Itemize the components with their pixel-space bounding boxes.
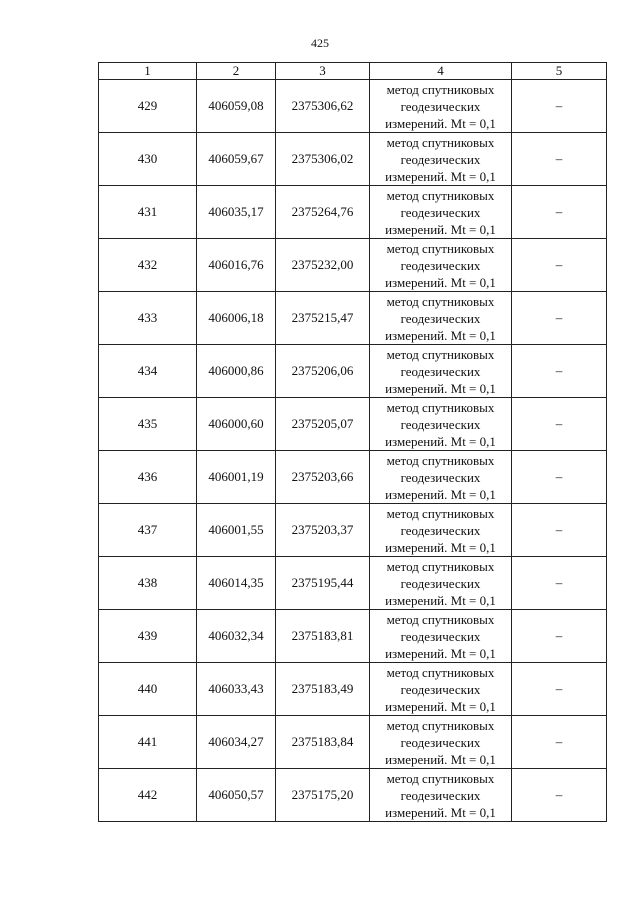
table-row	[99, 398, 607, 451]
method-cell	[370, 292, 512, 345]
method-line: метод спутниковых	[386, 81, 495, 97]
column-5-value: –	[512, 80, 607, 133]
method-line: геодезических	[400, 787, 481, 803]
table-row	[99, 610, 607, 663]
method-line: геодезических	[400, 681, 481, 697]
method-cell	[370, 186, 512, 239]
table-row	[99, 663, 607, 716]
point-number: 438	[99, 557, 197, 610]
coordinate-x: 406059,67	[197, 133, 276, 186]
point-number: 430	[99, 133, 197, 186]
coordinate-x: 406016,76	[197, 239, 276, 292]
table-row	[99, 292, 607, 345]
method-line: метод спутниковых	[386, 611, 495, 627]
method-line: измерений. Mt = 0,1	[385, 645, 496, 661]
coordinate-x: 406000,86	[197, 345, 276, 398]
coordinate-y: 2375195,44	[276, 557, 370, 610]
method-line: измерений. Mt = 0,1	[385, 751, 496, 767]
point-number: 431	[99, 186, 197, 239]
table-header-row	[99, 63, 607, 80]
column-5-value: –	[512, 557, 607, 610]
coordinate-y: 2375264,76	[276, 186, 370, 239]
coordinate-y: 2375215,47	[276, 292, 370, 345]
method-line: измерений. Mt = 0,1	[385, 115, 496, 131]
method-cell	[370, 398, 512, 451]
method-line: измерений. Mt = 0,1	[385, 804, 496, 820]
method-line: геодезических	[400, 204, 481, 220]
coordinate-y: 2375232,00	[276, 239, 370, 292]
coordinate-y: 2375203,37	[276, 504, 370, 557]
table-row	[99, 186, 607, 239]
method-line: метод спутниковых	[386, 134, 495, 150]
method-cell	[370, 345, 512, 398]
table-row	[99, 345, 607, 398]
coordinate-x: 406059,08	[197, 80, 276, 133]
column-5-value: –	[512, 345, 607, 398]
column-5-value: –	[512, 239, 607, 292]
coordinate-x: 406034,27	[197, 716, 276, 769]
page-number: 425	[311, 36, 329, 50]
method-cell	[370, 451, 512, 504]
coordinate-x: 406032,34	[197, 610, 276, 663]
method-cell	[370, 504, 512, 557]
column-5-value: –	[512, 504, 607, 557]
method-line: метод спутниковых	[386, 399, 495, 415]
column-header: 1	[99, 63, 197, 80]
point-number: 440	[99, 663, 197, 716]
point-number: 433	[99, 292, 197, 345]
method-cell	[370, 663, 512, 716]
coordinate-x: 406000,60	[197, 398, 276, 451]
method-line: геодезических	[400, 628, 481, 644]
method-line: измерений. Mt = 0,1	[385, 168, 496, 184]
column-5-value: –	[512, 133, 607, 186]
column-5-value: –	[512, 186, 607, 239]
method-line: геодезических	[400, 522, 481, 538]
method-line: измерений. Mt = 0,1	[385, 486, 496, 502]
method-line: метод спутниковых	[386, 505, 495, 521]
method-line: измерений. Mt = 0,1	[385, 274, 496, 290]
coordinate-y: 2375175,20	[276, 769, 370, 822]
method-cell	[370, 769, 512, 822]
point-number: 432	[99, 239, 197, 292]
method-cell	[370, 716, 512, 769]
column-5-value: –	[512, 769, 607, 822]
method-cell	[370, 557, 512, 610]
method-line: геодезических	[400, 416, 481, 432]
coordinate-x: 406033,43	[197, 663, 276, 716]
point-number: 436	[99, 451, 197, 504]
column-5-value: –	[512, 716, 607, 769]
column-5-value: –	[512, 610, 607, 663]
table-row	[99, 451, 607, 504]
table-row	[99, 716, 607, 769]
method-line: метод спутниковых	[386, 717, 495, 733]
point-number: 435	[99, 398, 197, 451]
point-number: 442	[99, 769, 197, 822]
column-header: 5	[512, 63, 607, 80]
method-line: метод спутниковых	[386, 452, 495, 468]
method-line: метод спутниковых	[386, 346, 495, 362]
method-cell	[370, 610, 512, 663]
table-row	[99, 557, 607, 610]
method-line: измерений. Mt = 0,1	[385, 221, 496, 237]
table-row	[99, 769, 607, 822]
coordinate-y: 2375183,81	[276, 610, 370, 663]
table-row	[99, 133, 607, 186]
coordinate-y: 2375183,49	[276, 663, 370, 716]
column-5-value: –	[512, 398, 607, 451]
coordinate-x: 406035,17	[197, 186, 276, 239]
method-line: геодезических	[400, 734, 481, 750]
coordinate-x: 406001,55	[197, 504, 276, 557]
method-line: метод спутниковых	[386, 293, 495, 309]
coordinate-x: 406050,57	[197, 769, 276, 822]
point-number: 434	[99, 345, 197, 398]
method-line: геодезических	[400, 575, 481, 591]
point-number: 429	[99, 80, 197, 133]
method-line: измерений. Mt = 0,1	[385, 433, 496, 449]
coordinate-y: 2375183,84	[276, 716, 370, 769]
column-5-value: –	[512, 663, 607, 716]
coordinate-x: 406001,19	[197, 451, 276, 504]
method-line: измерений. Mt = 0,1	[385, 539, 496, 555]
column-5-value: –	[512, 292, 607, 345]
method-line: геодезических	[400, 151, 481, 167]
method-line: измерений. Mt = 0,1	[385, 592, 496, 608]
column-header: 3	[276, 63, 370, 80]
method-line: метод спутниковых	[386, 187, 495, 203]
coordinate-y: 2375206,06	[276, 345, 370, 398]
method-cell	[370, 80, 512, 133]
table-row	[99, 239, 607, 292]
method-line: геодезических	[400, 363, 481, 379]
method-line: измерений. Mt = 0,1	[385, 327, 496, 343]
method-line: геодезических	[400, 310, 481, 326]
method-line: геодезических	[400, 98, 481, 114]
coordinate-x: 406014,35	[197, 557, 276, 610]
method-line: измерений. Mt = 0,1	[385, 698, 496, 714]
point-number: 437	[99, 504, 197, 557]
coordinate-y: 2375203,66	[276, 451, 370, 504]
method-line: метод спутниковых	[386, 240, 495, 256]
column-header: 4	[370, 63, 512, 80]
coordinate-x: 406006,18	[197, 292, 276, 345]
coordinates-table	[98, 62, 607, 822]
table-row	[99, 504, 607, 557]
table-row	[99, 80, 607, 133]
coordinate-y: 2375205,07	[276, 398, 370, 451]
method-cell	[370, 239, 512, 292]
method-line: метод спутниковых	[386, 664, 495, 680]
coordinate-y: 2375306,62	[276, 80, 370, 133]
method-line: геодезических	[400, 257, 481, 273]
method-line: метод спутниковых	[386, 558, 495, 574]
method-cell	[370, 133, 512, 186]
coordinate-y: 2375306,02	[276, 133, 370, 186]
column-5-value: –	[512, 451, 607, 504]
method-line: геодезических	[400, 469, 481, 485]
method-line: метод спутниковых	[386, 770, 495, 786]
column-header: 2	[197, 63, 276, 80]
method-line: измерений. Mt = 0,1	[385, 380, 496, 396]
point-number: 439	[99, 610, 197, 663]
point-number: 441	[99, 716, 197, 769]
